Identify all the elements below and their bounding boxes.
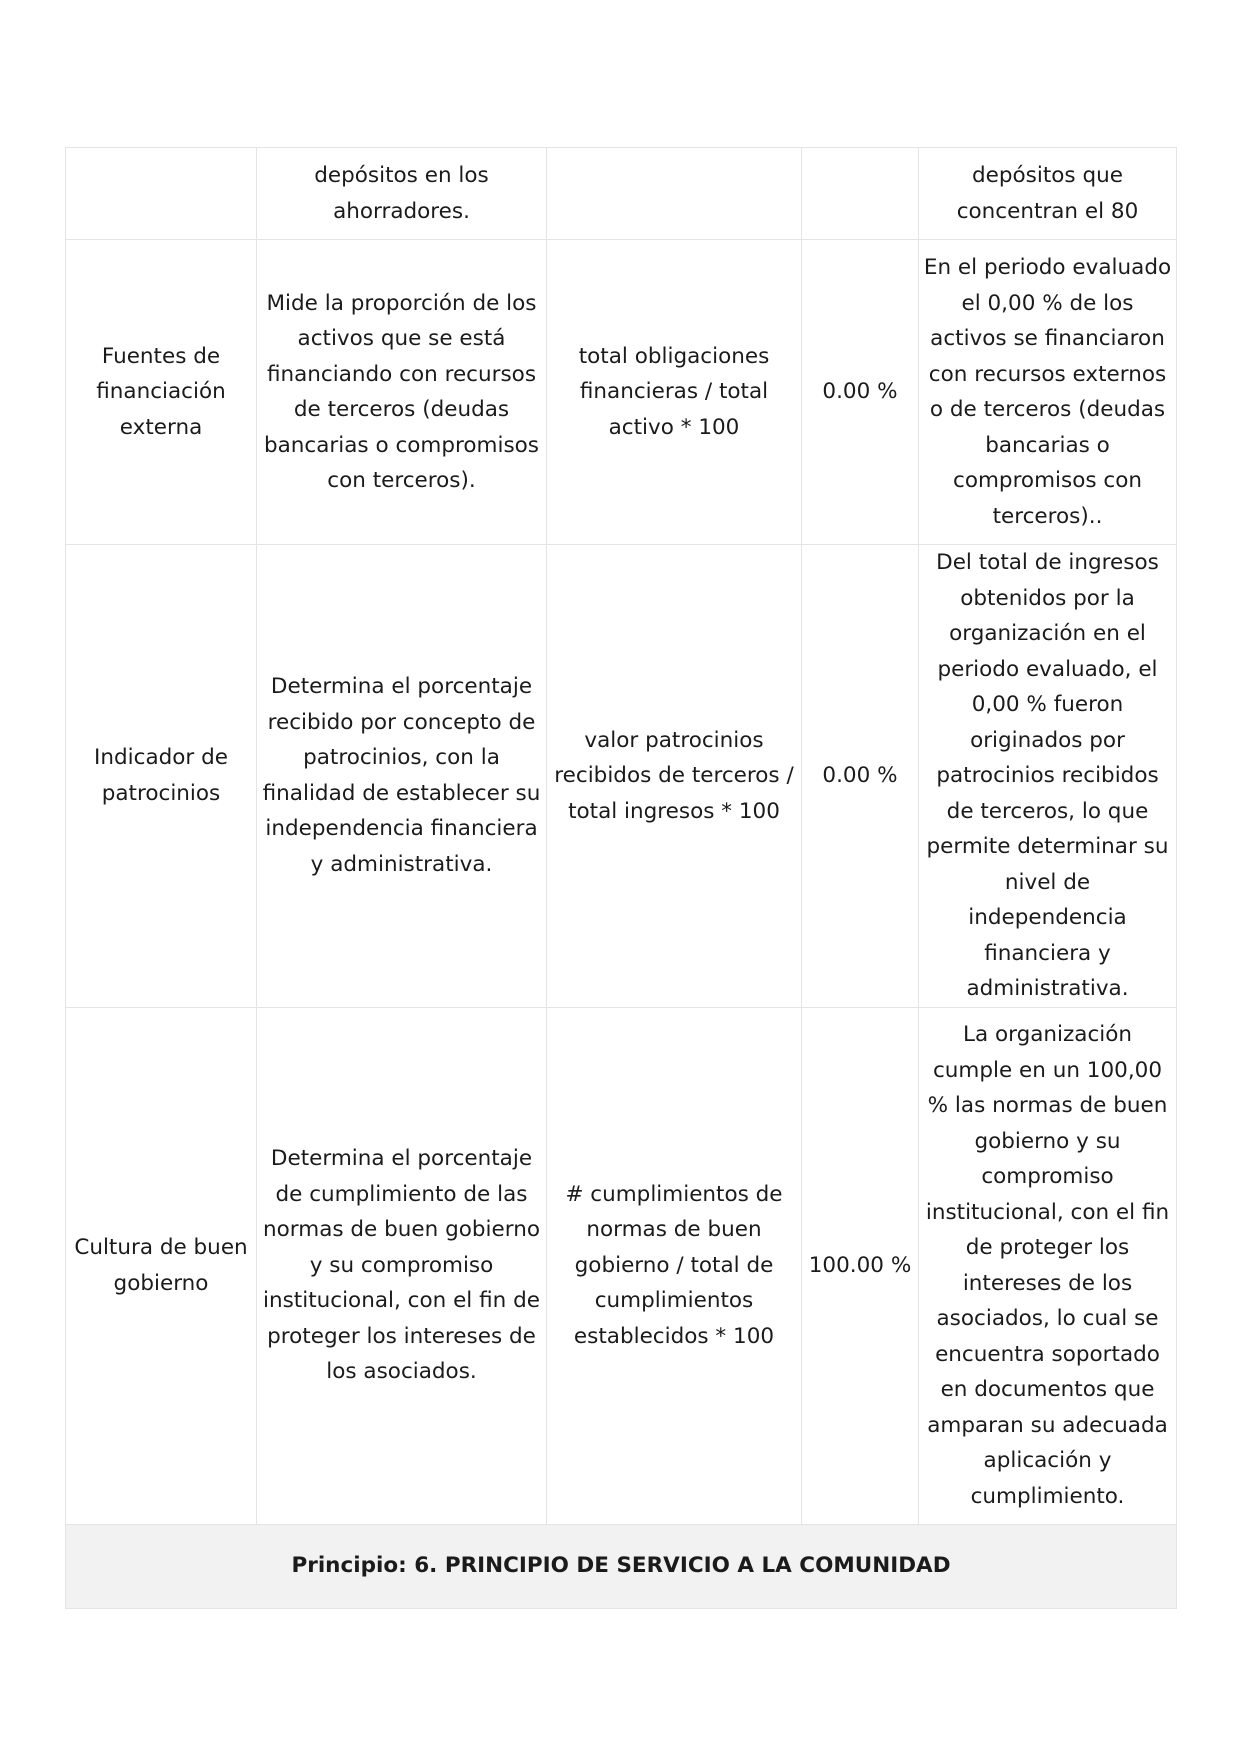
- table-row: [66, 148, 1177, 240]
- principle-heading: Principio: 6. PRINCIPIO DE SERVICIO A LA COMUNIDAD: [66, 1524, 1177, 1608]
- table-row: [66, 240, 1177, 545]
- interpretation-cell: depósitos que concentran el 80: [919, 148, 1177, 240]
- interpretation-cell: Del total de ingresos obtenidos por la organización en el periodo evaluado, el 0,00 % fueron originados por patrocinios recibidos de terceros, lo que permite determinar su nivel de independencia financiera y administrativa.: [919, 545, 1177, 1008]
- result-cell: 0.00 %: [802, 545, 919, 1008]
- formula-cell: total obligaciones financieras / total activo * 100: [547, 240, 802, 545]
- result-cell: 0.00 %: [802, 240, 919, 545]
- result-cell: 100.00 %: [802, 1007, 919, 1524]
- formula-cell: [547, 148, 802, 240]
- indicator-cell: [66, 148, 257, 240]
- table-row: [66, 1007, 1177, 1524]
- interpretation-cell: En el periodo evaluado el 0,00 % de los activos se financiaron con recursos externos o de terceros (deudas bancarias o compromisos con terceros)..: [919, 240, 1177, 545]
- principle-row: [66, 1524, 1177, 1608]
- indicator-cell: Cultura de buen gobierno: [66, 1007, 257, 1524]
- indicator-cell: Indicador de patrocinios: [66, 545, 257, 1008]
- formula-cell: # cumplimientos de normas de buen gobierno / total de cumplimientos establecidos * 100: [547, 1007, 802, 1524]
- description-cell: depósitos en los ahorradores.: [257, 148, 547, 240]
- description-cell: Mide la proporción de los activos que se está financiando con recursos de terceros (deudas bancarias o compromisos con terceros).: [257, 240, 547, 545]
- description-cell: Determina el porcentaje de cumplimiento de las normas de buen gobierno y su compromiso institucional, con el fin de proteger los intereses de los asociados.: [257, 1007, 547, 1524]
- indicators-table: [65, 147, 1177, 1609]
- table-row: [66, 545, 1177, 1008]
- interpretation-cell: La organización cumple en un 100,00 % las normas de buen gobierno y su compromiso institucional, con el fin de proteger los intereses de los asociados, lo cual se encuentra soportado en documentos que amparan su adecuada aplicación y cumplimiento.: [919, 1007, 1177, 1524]
- description-cell: Determina el porcentaje recibido por concepto de patrocinios, con la finalidad de establecer su independencia financiera y administrativa.: [257, 545, 547, 1008]
- indicator-cell: Fuentes de financiación externa: [66, 240, 257, 545]
- result-cell: [802, 148, 919, 240]
- formula-cell: valor patrocinios recibidos de terceros / total ingresos * 100: [547, 545, 802, 1008]
